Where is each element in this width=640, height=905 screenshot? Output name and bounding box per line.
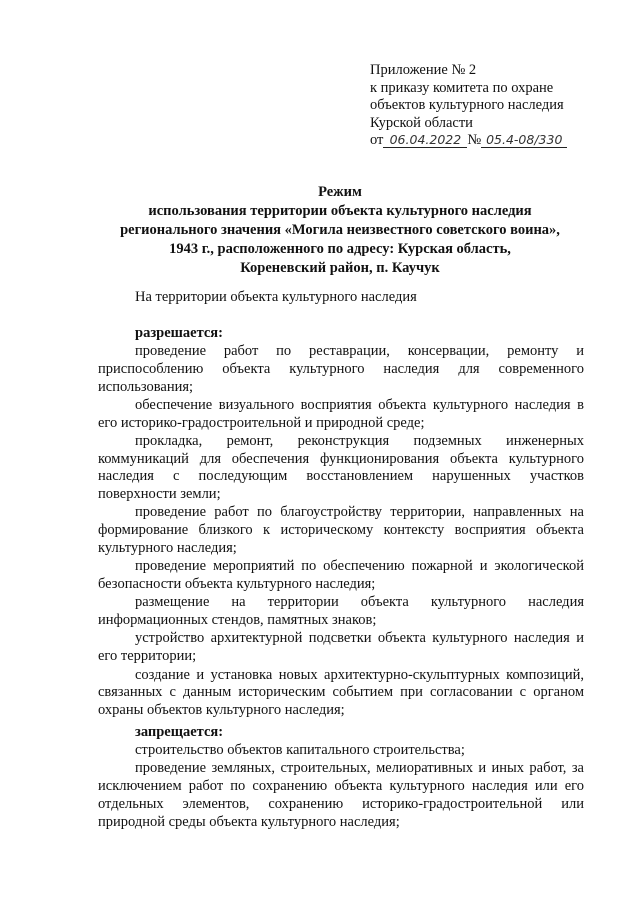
title-line: Кореневский район, п. Каучук bbox=[240, 260, 440, 276]
document-body bbox=[98, 289, 584, 832]
number-label: № bbox=[467, 132, 482, 148]
document-title bbox=[90, 183, 590, 278]
title-line: использования территории объекта культурного наследия bbox=[148, 203, 532, 219]
allowed-item: проведение работ по реставрации, консервации, ремонту и приспособлению объекта культурного наследия для современного использования; bbox=[98, 343, 584, 395]
appendix-date-number-line bbox=[370, 132, 620, 150]
allowed-item: создание и установка новых архитектурно-скульптурных композиций, связанных с данным историческим событием при согласовании с органом охраны объектов культурного наследия; bbox=[98, 666, 584, 718]
allowed-item: обеспечение визуального восприятия объекта культурного наследия в его историко-градостроительной и природной среде; bbox=[98, 396, 584, 431]
title-line: Режим bbox=[318, 184, 362, 200]
allowed-item: проведение работ по благоустройству территории, направленных на формирование близкого к историческому контексту восприятия объекта культурного наследия; bbox=[98, 504, 584, 556]
appendix-header bbox=[370, 62, 620, 150]
handwritten-date: 06.04.2022 bbox=[383, 133, 467, 148]
appendix-region-line: Курской области bbox=[370, 114, 473, 131]
title-line: 1943 г., расположенного по адресу: Курская область, bbox=[169, 241, 511, 257]
handwritten-order-number: 05.4-08/330 bbox=[481, 133, 567, 148]
title-line: регионального значения «Могила неизвестного советского воина», bbox=[120, 222, 560, 238]
allowed-item: размещение на территории объекта культурного наследия информационных стендов, памятных знаков; bbox=[98, 594, 584, 629]
allowed-item: устройство архитектурной подсветки объекта культурного наследия и его территории; bbox=[98, 630, 584, 665]
intro-paragraph: На территории объекта культурного наследия bbox=[135, 289, 417, 305]
appendix-order-line: к приказу комитета по охране bbox=[370, 79, 554, 96]
forbidden-item: строительство объектов капитального строительства; bbox=[135, 742, 465, 759]
allowed-item: проведение мероприятий по обеспечению пожарной и экологической безопасности объекта культурного наследия; bbox=[98, 558, 584, 592]
from-label: от bbox=[370, 132, 384, 148]
allowed-item: прокладка, ремонт, реконструкция подземных инженерных коммуникаций для обеспечения функционирования объекта культурного наследия с последующим восстановлением нарушенных участков поверхности земли; bbox=[98, 432, 584, 503]
forbidden-item: проведение земляных, строительных, мелиоративных и иных работ, за исключением работ по сохранению объекта культурного наследия или его отдельных элементов, сохранению историко-градостроительной или природной среды объекта культурного наследия; bbox=[98, 760, 584, 830]
appendix-title: Приложение № 2 bbox=[370, 62, 477, 78]
allowed-heading: разрешается: bbox=[135, 324, 223, 341]
appendix-committee-line: объектов культурного наследия bbox=[370, 97, 564, 113]
forbidden-heading: запрещается: bbox=[135, 723, 224, 740]
